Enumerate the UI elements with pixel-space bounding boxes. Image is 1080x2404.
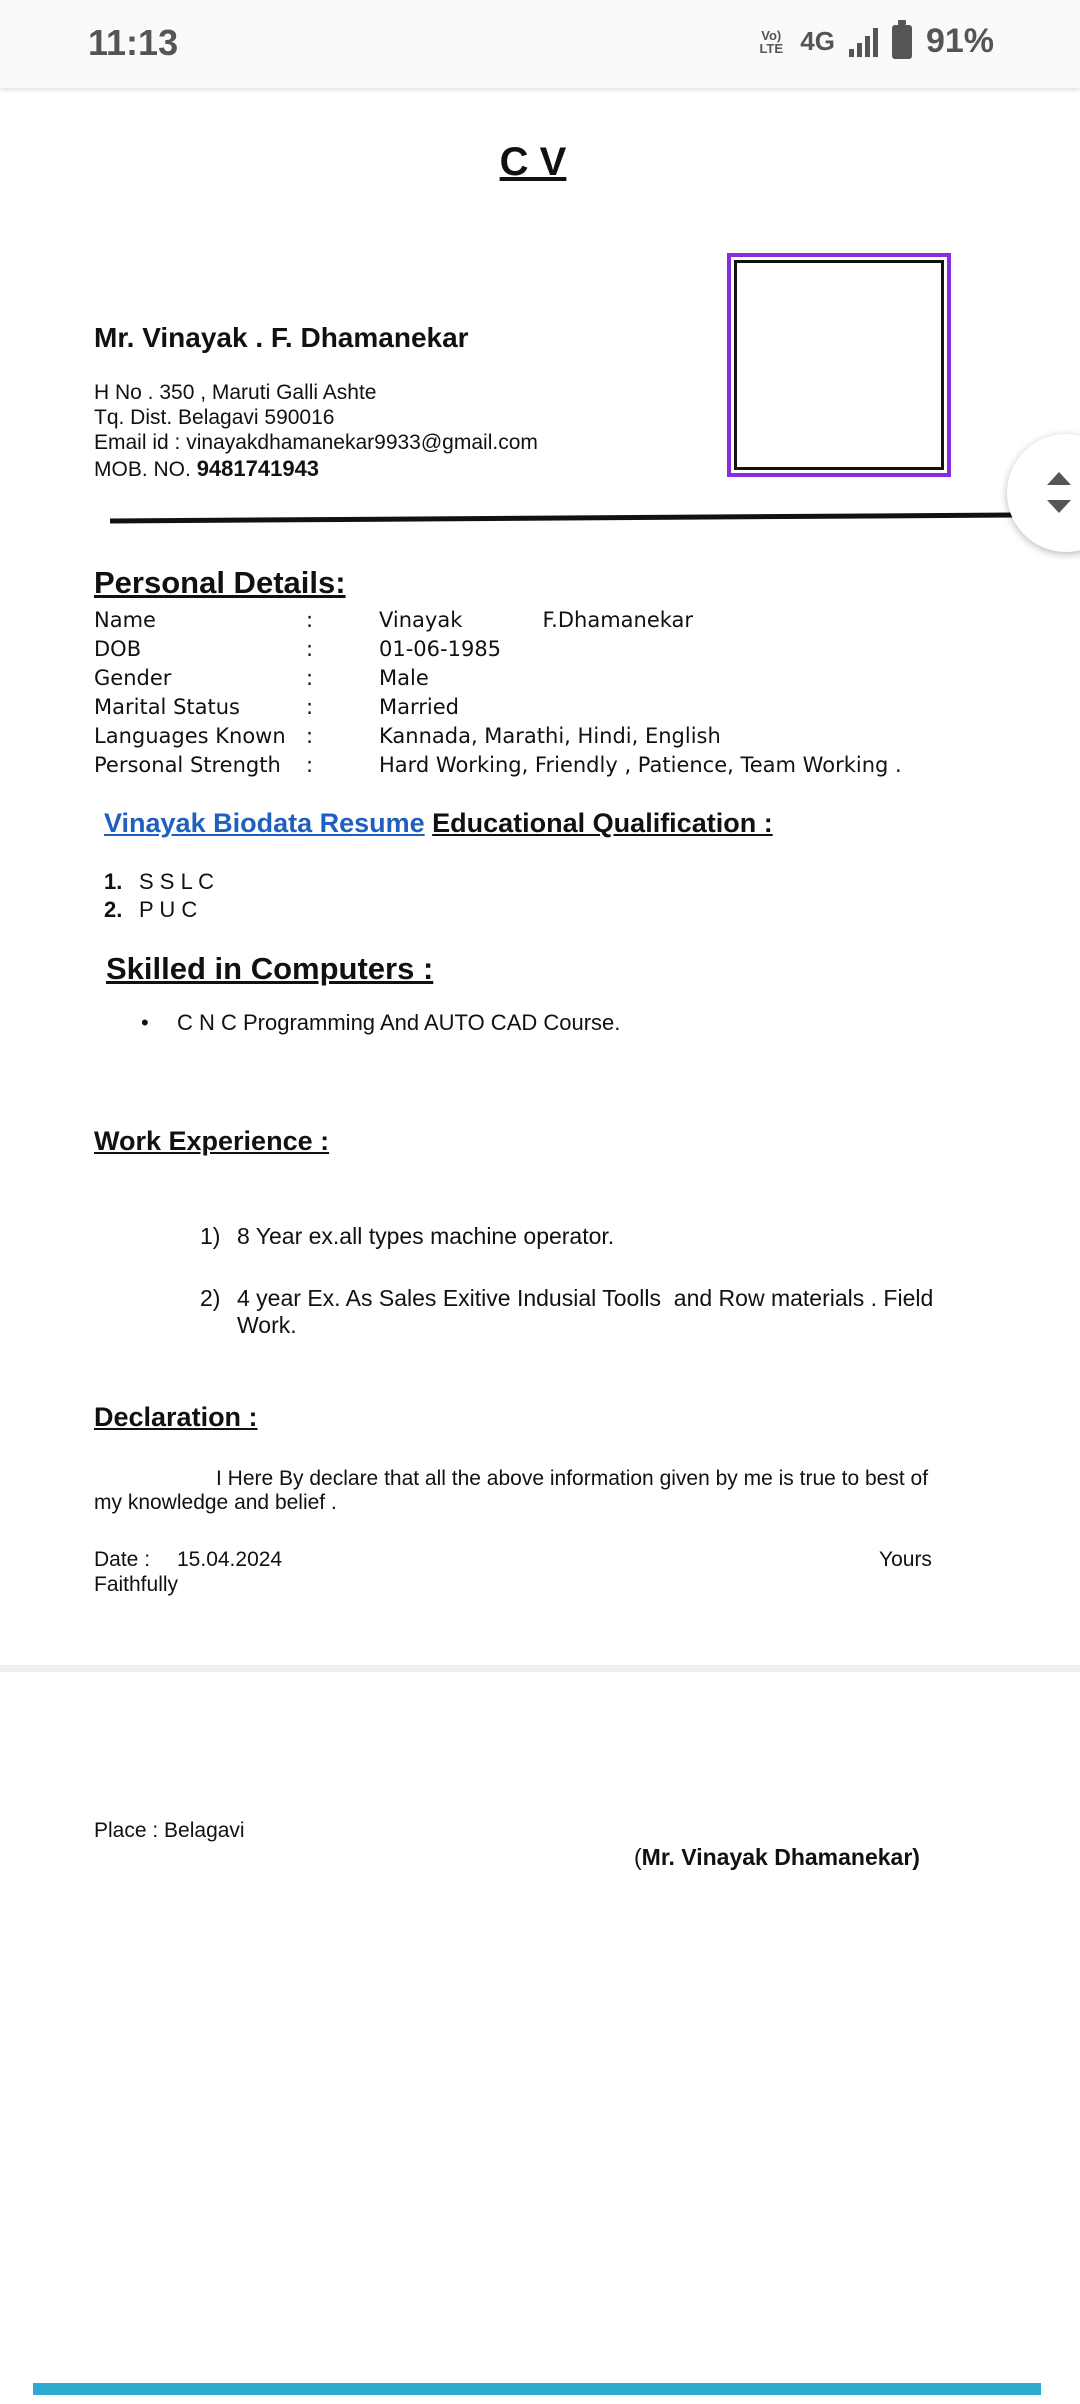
pd-label: Gender xyxy=(94,666,172,690)
work-item: 8 Year ex.all types machine operator. xyxy=(237,1223,615,1249)
declaration-heading: Declaration : xyxy=(94,1402,258,1432)
pd-colon: : xyxy=(306,666,314,690)
battery-percent: 91% xyxy=(925,22,994,60)
header-divider-line xyxy=(0,505,1080,525)
signature-name: Mr. Vinayak Dhamanekar) xyxy=(641,1844,920,1870)
chevron-up-icon xyxy=(1047,472,1071,485)
pd-value: 01-06-1985 xyxy=(379,637,502,661)
status-icons xyxy=(756,22,994,61)
place-text: Place : Belagavi xyxy=(94,1819,245,1842)
pd-label: DOB xyxy=(94,637,142,661)
work-item: 4 year Ex. As Sales Exitive Indusial Toolls and Row materials . Field xyxy=(237,1285,934,1311)
date-label: Date : xyxy=(94,1548,151,1571)
cv-title: C V xyxy=(499,140,567,184)
education-heading: Educational Qualification : xyxy=(432,808,773,838)
signature-line: (Mr. Vinayak Dhamanekar) xyxy=(634,1844,920,1870)
yours-text: Yours xyxy=(879,1548,932,1571)
declaration-text: I Here By declare that all the above information given by me is true to best of xyxy=(216,1467,929,1490)
biodata-resume-link[interactable]: Vinayak Biodata Resume xyxy=(104,808,425,838)
pd-value: Married xyxy=(379,695,459,719)
pd-colon: : xyxy=(306,724,314,748)
pd-value: Vinayak F.Dhamanekar xyxy=(379,608,694,632)
page-scroll-button[interactable] xyxy=(1007,434,1080,552)
edu-item: S S L C xyxy=(139,869,214,894)
status-time: 11:13 xyxy=(88,22,179,63)
work-num: 2) xyxy=(200,1285,221,1311)
faithfully-text: Faithfully xyxy=(94,1573,179,1596)
pd-colon: : xyxy=(306,753,314,777)
bullet: • xyxy=(141,1010,149,1035)
email-line: Email id : vinayakdhamanekar9933@gmail.com xyxy=(94,431,538,454)
skills-heading: Skilled in Computers : xyxy=(106,951,434,986)
pd-label: Personal Strength xyxy=(94,753,281,777)
pd-label: Languages Known xyxy=(94,724,286,748)
address-line-1: H No . 350 , Maruti Galli Ashte xyxy=(94,381,377,404)
pd-label: Name xyxy=(94,608,156,632)
status-bar xyxy=(0,0,1080,88)
pd-colon: : xyxy=(306,695,314,719)
edu-num: 1. xyxy=(104,869,123,894)
pd-value: Male xyxy=(379,666,429,690)
address-line-2: Tq. Dist. Belagavi 590016 xyxy=(94,406,335,429)
volte-icon: Vo) LTE xyxy=(759,27,784,56)
work-num: 1) xyxy=(200,1223,221,1249)
network-type: 4G xyxy=(800,26,835,56)
candidate-name: Mr. Vinayak . F. Dhamanekar xyxy=(94,322,469,353)
mobile-line: MOB. NO. 9481741943 xyxy=(94,456,320,481)
work-experience-heading: Work Experience : xyxy=(94,1126,330,1156)
pd-colon: : xyxy=(306,637,314,661)
skills-item: C N C Programming And AUTO CAD Course. xyxy=(177,1010,621,1035)
battery-icon xyxy=(892,25,912,59)
pd-label: Marital Status xyxy=(94,695,240,719)
education-heading-line xyxy=(104,808,773,839)
photo-placeholder xyxy=(727,253,951,477)
date-value: 15.04.2024 xyxy=(177,1548,283,1571)
bottom-progress-bar xyxy=(33,2383,1041,2395)
chevron-down-icon xyxy=(1047,500,1071,513)
edu-num: 2. xyxy=(104,897,123,922)
pd-value: Hard Working, Friendly , Patience, Team Working . xyxy=(379,753,902,777)
edu-item: P U C xyxy=(139,897,198,922)
work-item-continued: Work. xyxy=(237,1312,297,1338)
pd-colon: : xyxy=(306,608,314,632)
pd-value: Kannada, Marathi, Hindi, English xyxy=(379,724,721,748)
personal-details-heading: Personal Details: xyxy=(94,565,346,600)
declaration-text-continued: my knowledge and belief . xyxy=(94,1491,337,1514)
page-separator xyxy=(0,1665,1080,1672)
signal-icon xyxy=(849,27,878,57)
